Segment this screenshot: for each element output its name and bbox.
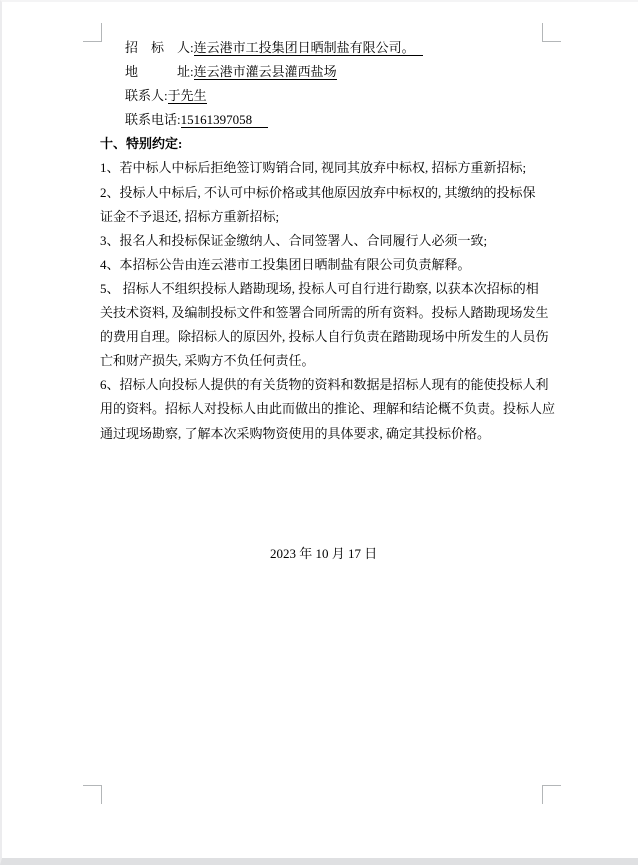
body-line: 亡和财产损失, 采购方不负任何责任。 [100, 353, 315, 369]
field-label-contact: 联系人: [125, 88, 168, 104]
field-label-address: 地 址: [125, 64, 194, 80]
body-line: 6、招标人向投标人提供的有关货物的资料和数据是招标人现有的能使投标人利 [100, 377, 549, 393]
field-value-address: 连云港市灌云县灌西盐场 [193, 64, 337, 80]
body-line: 的费用自理。除招标人的原因外, 投标人自行负责在踏勘现场中所发生的人员伤 [100, 329, 549, 345]
body-line: 通过现场勘察, 了解本次采购物资使用的具体要求, 确定其投标价格。 [100, 425, 491, 441]
body-line: 3、报名人和投标保证金缴纳人、合同签署人、合同履行人必须一致; [100, 232, 488, 248]
field-label-tenderer: 招 标 人: [125, 40, 194, 55]
body-line: 用的资料。招标人对投标人由此而做出的推论、理解和结论概不负责。投标人应 [100, 401, 556, 417]
body-line: 2、投标人中标后, 不认可中标价格或其他原因放弃中标权的, 其缴纳的投标保 [100, 184, 536, 200]
body-line: 关技术资料, 及编制投标文件和签署合同所需的所有资料。投标人踏勘现场发生 [100, 305, 549, 321]
document-date: 2023 年 10 月 17 日 [270, 545, 378, 561]
field-label-phone: 联系电话: [125, 112, 181, 128]
field-row-phone [100, 108, 562, 132]
field-value-tenderer: 连云港市工投集团日晒制盐有限公司。 [194, 40, 423, 56]
field-row-address [100, 60, 562, 84]
section-heading: 十、特别约定: [100, 136, 183, 152]
field-value-contact: 于先生 [167, 88, 207, 104]
body-line: 4、本招标公告由连云港市工投集团日晒制盐有限公司负责解释。 [100, 256, 471, 272]
field-value-phone: 15161397058 [181, 112, 269, 128]
field-row-tenderer [100, 36, 562, 60]
body-line: 证金不予退还, 招标方重新招标; [100, 208, 280, 224]
body-line: 5、 招标人不组织投标人踏勘现场, 投标人可自行进行勘察, 以获本次招标的相 [100, 280, 539, 296]
field-row-contact [100, 84, 562, 108]
body-line: 1、若中标人中标后拒绝签订购销合同, 视同其放弃中标权, 招标方重新招标; [100, 160, 527, 176]
crop-mark-bottom-left [83, 785, 102, 804]
text-area [100, 36, 562, 566]
crop-mark-bottom-right [542, 785, 561, 804]
